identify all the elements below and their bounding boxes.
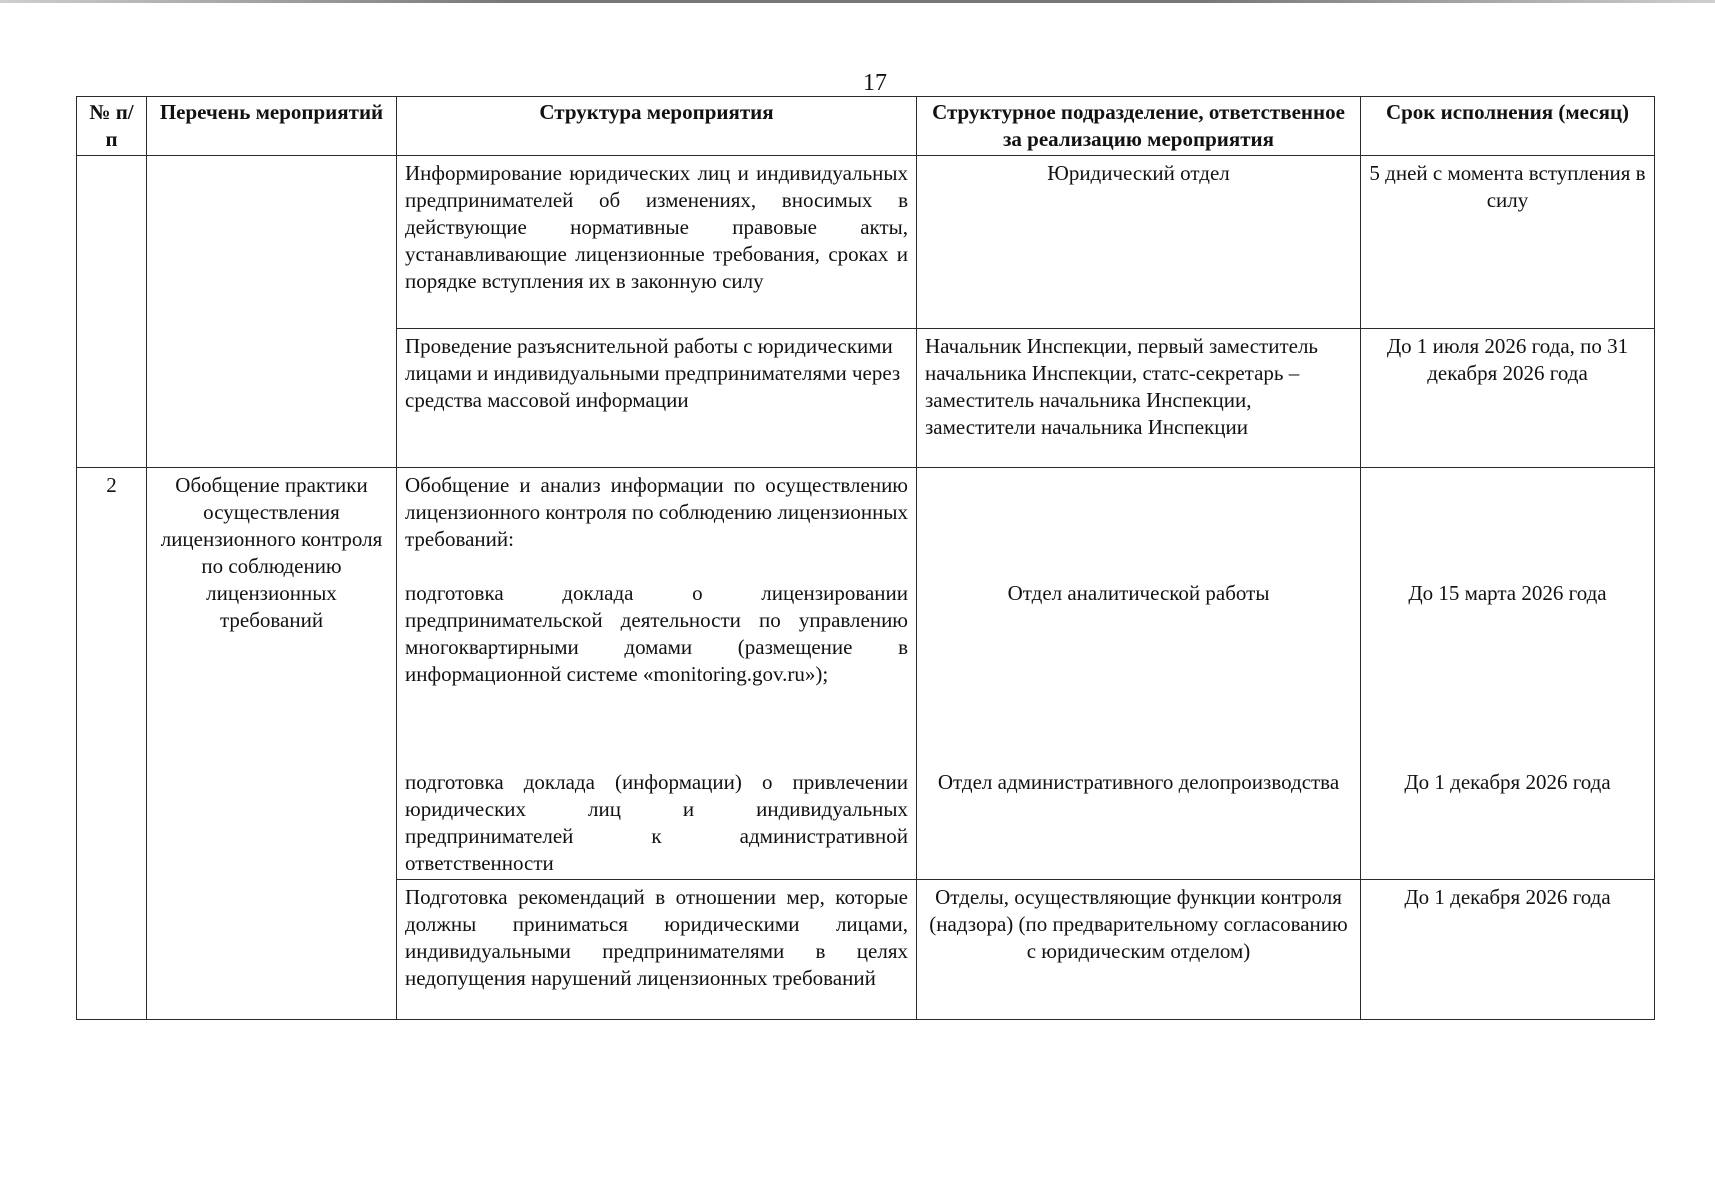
spacer [405,742,908,769]
structure-item-a-text: подготовка доклада о лицензировании предпринимательской деятельности по управлению многоквартирными домами (размещение в информационной системе «monitoring.gov.ru»); [405,581,908,686]
header-num: № п/п [77,97,147,156]
scan-edge-line [0,0,1715,3]
header-responsible-department: Структурное подразделение, ответственное за реализацию мероприятия [917,97,1361,156]
department-cell: Отделы, осуществляющие функции контроля (надзора) (по предварительному согласованию с юридическим отделом) [917,880,1361,1020]
row-num-cell [77,156,147,468]
department-cell: Начальник Инспекции, первый заместитель начальника Инспекции, статс-секретарь – заместитель начальника Инспекции, заместители начальника Инспекции [917,329,1361,468]
header-event-structure: Структура мероприятия [397,97,917,156]
row-name-cell [147,156,397,468]
events-table [76,96,1655,1020]
header-events-list: Перечень мероприятий [147,97,397,156]
deadline-item-b-text: До 1 декабря 2026 года [1404,770,1611,794]
structure-intro-text: Обобщение и анализ информации по осуществлению лицензионного контроля по соблюдению лицензионных требований: [405,473,908,551]
department-cell: Юридический отдел [917,156,1361,329]
deadline-cell: 5 дней с момента вступления в силу [1361,156,1655,329]
deadline-cell: До 1 июля 2026 года, по 31 декабря 2026 года [1361,329,1655,468]
department-item-a-text: Отдел аналитической работы [1007,581,1270,605]
structure-item-b-text: подготовка доклада (информации) о привлечении юридических лиц и индивидуальных предпринимателей к административной ответственности [405,770,908,875]
table-row [77,156,1655,329]
department-item-b-text: Отдел административного делопроизводства [937,770,1340,794]
header-deadline: Срок исполнения (месяц) [1361,97,1655,156]
spacer [925,472,1352,580]
table-header-row [77,97,1655,156]
spacer [405,553,908,580]
row-name-cell: Обобщение практики осуществления лицензионного контроля по соблюдению лицензионных требований [147,468,397,1020]
structure-cell: Информирование юридических лиц и индивидуальных предпринимателей об изменениях, вносимых в действующие нормативные правовые акты, устанавливающие лицензионные требования, сроках и порядке вступления их в законную силу [397,156,917,329]
department-cell [917,468,1361,880]
deadline-cell [1361,468,1655,880]
page-number: 17 [863,70,887,96]
structure-cell: Подготовка рекомендаций в отношении мер, которые должны приниматься юридическими лицами, индивидуальными предпринимателями в целях недопущения нарушений лицензионных требований [397,880,917,1020]
deadline-cell: До 1 декабря 2026 года [1361,880,1655,1020]
deadline-item-a-text: До 15 марта 2026 года [1408,581,1607,605]
table-row [77,468,1655,880]
row-num-cell: 2 [77,468,147,1020]
structure-cell: Проведение разъяснительной работы с юридическими лицами и индивидуальными предпринимателями через средства массовой информации [397,329,917,468]
structure-cell [397,468,917,880]
spacer [1369,472,1646,580]
spacer [925,742,1352,769]
spacer [1369,742,1646,769]
